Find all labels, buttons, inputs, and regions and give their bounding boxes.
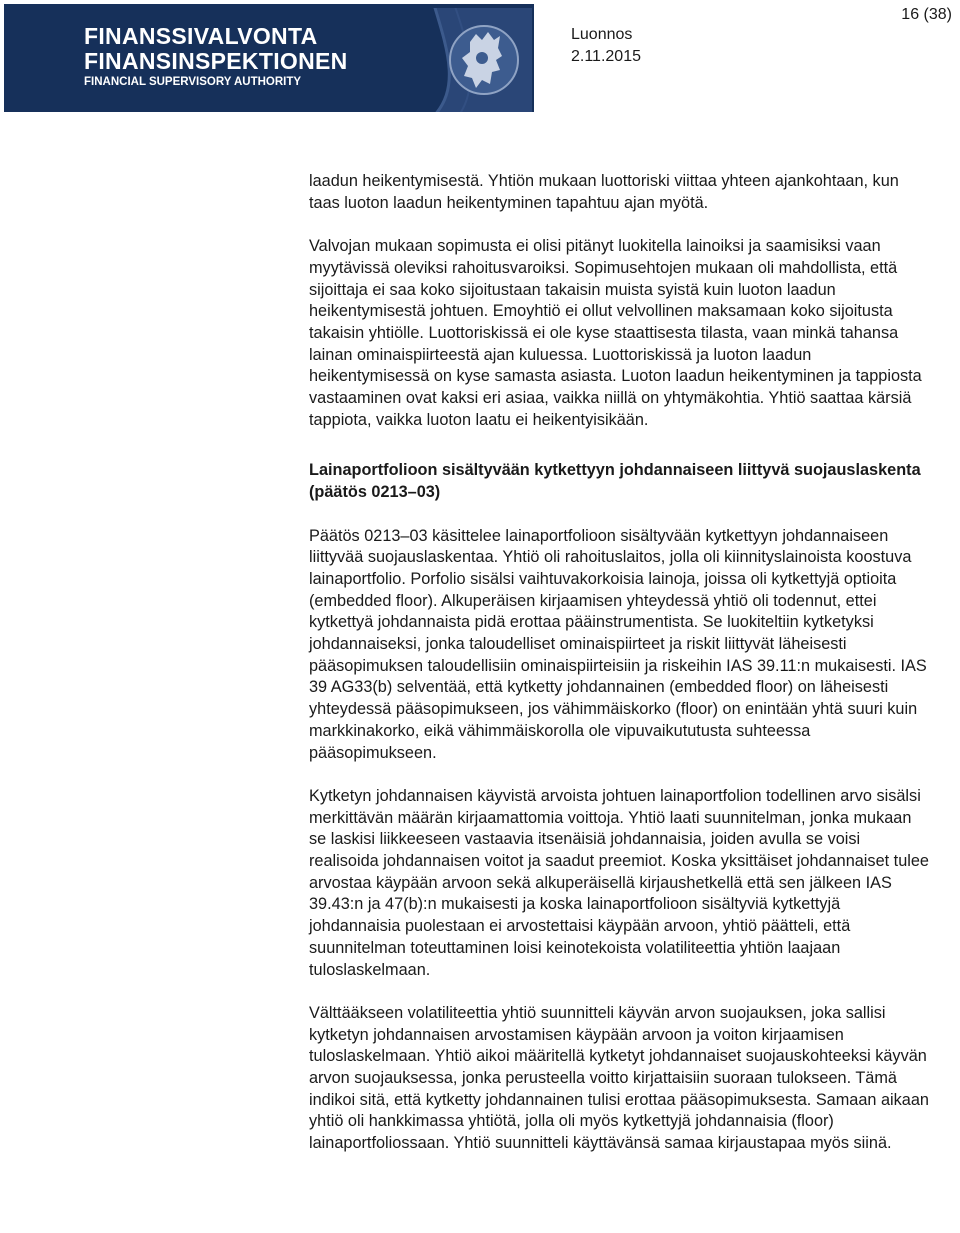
finanssivalvonta-logo bbox=[4, 4, 534, 112]
logo-line-3: FINANCIAL SUPERVISORY AUTHORITY bbox=[84, 76, 302, 88]
page-number: 16 (38) bbox=[901, 6, 952, 23]
paragraph: Päätös 0213–03 käsittelee lainaportfolioon sisältyvään kytkettyyn johdannaiseen liittyvää suojauslaskentaa. Yhtiö oli rahoituslaitos, jolla oli kiinnityslainoista koostuva lainaportfolio. Porfolio sisälsi vaihtuvakorkoisia lainoja, joissa oli kytkettyjä optioita (embedded floor). Alkuperäisen kirjaamisen yhteydessä yhtiö oli todennut, ettei kytkettyä johdannaista pidä erottaa pääinstrumentista. Se luokiteltiin kytketyksi johdannaiseksi, jonka taloudelliset ominaispiirteet ja riskit liittyvät läheisesti pääsopimuksen taloudellisiin ominaispiirteisiin ja riskeihin IAS 39.11:n mukaisesti. IAS 39 AG33(b) selventää, että kytketty johdannainen (embedded floor) on läheisesti yhteydessä pääsopimukseen, jos vähimmäiskorko (floor) on enintään yhtä suuri kuin markkinakorko, eikä vähimmäiskorolla ole vipuvaikututusta suhteessa pääsopimukseen. bbox=[309, 526, 927, 762]
section-heading: Lainaportfolioon sisältyvään kytkettyyn johdannaiseen liittyvä suojauslaskenta (päätös 0213–03) bbox=[309, 461, 921, 502]
document-body bbox=[309, 171, 931, 1155]
document-status: Luonnos bbox=[571, 26, 633, 43]
logo-line-2: FINANSINSPEKTIONEN bbox=[84, 48, 348, 74]
document-meta bbox=[571, 24, 641, 68]
logo-text bbox=[84, 24, 348, 90]
paragraph: Kytketyn johdannaisen käyvistä arvoista johtuen lainaportfolion todellinen arvo sisälsi merkittävän määrän kirjaamattomia voittoja. Yhtiö laati suunnitelman, jonka mukaan se laskisi liikkeeseen vastaavia itsenäisiä johdannaisia, joiden avulla se voisi realisoida johdannaisen voitot ja saadut preemiot. Koska yksittäiset johdannaiset tulee arvostaa käypään arvoon sekä alkuperäisellä kirjaushetkellä että sen jälkeen IAS 39.43:n ja 47(b):n mukaisesti ja koska lainaportfolioon sisältyviä kytkettyjä johdannaisia puolestaan ei arvostettaisi käypään arvoon, yhtiö päätteli, että suunnitelman toteuttaminen loisi keinotekoista volatiliteettia yhtiön laajaan tuloslaskelmaan. bbox=[309, 786, 929, 979]
paragraph: Valvojan mukaan sopimusta ei olisi pitänyt luokitella lainoiksi ja saamisiksi vaan myytävissä oleviksi rahoitusvaroiksi. Sopimusehtojen mukaan oli mahdollista, että sijoittaja ei saa koko sijoitustaan takaisin muista syistä kuin luoton laadun heikentymisestä johtuen. Emoyhtiö ei ollut velvollinen maksamaan koko sijoitusta takaisin yhtiölle. Luottoriskissä ei ole kyse staattisesta tilasta, vaan minkä tahansa lainan ominaispiirteestä ajan kuluessa. Luottoriskissä ja luoton laadun heikentymisessä on kyse samasta asiasta. Luoton laadun heikentyminen ja tappiosta vastaaminen ovat kaksi eri asiaa, vaikka niillä on yhtymäkohtia. Yhtiö saattaa kärsiä tappiota, vaikka luoton laatu ei heikentyisikään. bbox=[309, 237, 922, 429]
paragraph: Välttääkseen volatiliteettia yhtiö suunnitteli käyvän arvon suojauksen, joka sallisi kytketyn johdannaisen arvostamisen käypään arvoon ja voiton kirjaamisen tuloslaskelmaan. Yhtiö aikoi määritellä kytketyt johdannaiset suojauskohteeksi käyvän arvon suojauksessa, jonka perusteella voitto kirjattaisiin suoraan tulokseen. Tämä indikoi sitä, että kytketty johdannainen tulisi erottaa pääsopimuksesta. Samaan aikaan yhtiö oli hankkimassa yhtiötä, jolla oli myös kytkettyjä johdannaisia (floor) lainaportfoliossaan. Yhtiö suunnitteli käyttävänsä samaa kirjaustapaa myös siinä. bbox=[309, 1003, 929, 1153]
lion-emblem-icon bbox=[412, 8, 532, 112]
document-date: 2.11.2015 bbox=[571, 48, 641, 65]
paragraph: laadun heikentymisestä. Yhtiön mukaan luottoriski viittaa yhteen ajankohtaan, kun taas luoton laadun heikentyminen tapahtuu ajan myötä. bbox=[309, 172, 899, 212]
logo-line-1: FINANSSIVALVONTA bbox=[84, 23, 318, 49]
